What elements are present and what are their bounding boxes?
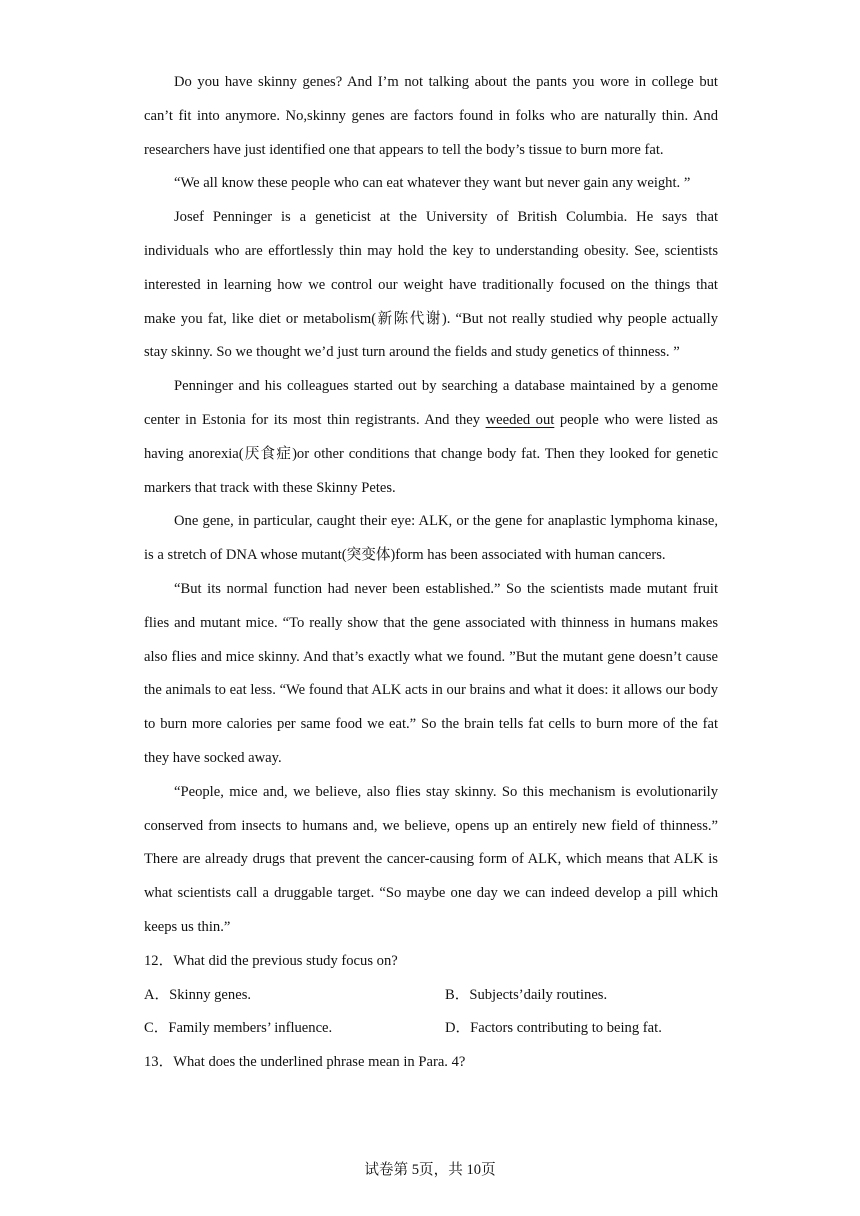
paragraph-7: “People, mice and, we believe, also flies stay skinny. So this mechanism is evolutionarily conserved from insects to humans and, we believe, opens up an entirely new field of thinness.” There are already drugs that prevent the cancer-causing form of ALK, which means that ALK is what scientists call a druggable target. “So maybe one day we can indeed develop a pill which keeps us thin.” bbox=[144, 783, 718, 935]
option-c: C．Family members’ influence. bbox=[144, 1020, 333, 1037]
option-d: D．Factors contributing to being fat. bbox=[445, 1020, 662, 1037]
paragraph-6: “But its normal function had never been established.” So the scientists made mutant fruit flies and mutant mice. “To really show that the gene associated with thinness in humans makes also flies and mice skinny. And that’s exactly what we found. ”But the mutant gene doesn’t cause the animals to eat less. “We found that ALK acts in our brains and what it does: it allows our body to burn more calories per same food we eat.” So the brain tells fat cells to burn more of the fat they have socked away. bbox=[144, 580, 718, 766]
underlined-phrase: weeded out bbox=[485, 411, 555, 428]
paragraph-2: “We all know these people who can eat whatever they want but never gain any weight. ” bbox=[174, 175, 691, 192]
question-12-options-row-1 bbox=[144, 979, 718, 1013]
option-a: A．Skinny genes. bbox=[144, 986, 252, 1003]
question-13-stem: 13．What does the underlined phrase mean in Para. 4? bbox=[144, 1054, 466, 1071]
question-12-options-row-2 bbox=[144, 1012, 718, 1046]
paragraph-1: Do you have skinny genes? And I’m not talking about the pants you wore in college but can’t fit into anymore. No,skinny genes are factors found in folks who are naturally thin. And researchers have just identified one that appears to tell the body’s tissue to burn more fat. bbox=[144, 74, 718, 158]
question-12-stem: 12．What did the previous study focus on? bbox=[144, 952, 398, 969]
option-b: B．Subjects’daily routines. bbox=[445, 986, 608, 1003]
page-footer: 试卷第 5页，共 10页 bbox=[364, 1162, 496, 1178]
paragraph-4 bbox=[144, 370, 718, 505]
reading-passage bbox=[144, 66, 718, 1080]
paragraph-5: One gene, in particular, caught their eye: ALK, or the gene for anaplastic lymphoma kinase, is a stretch of DNA whose mutant(突变体)form has been associated with human cancers. bbox=[144, 513, 718, 564]
paragraph-4-after: people who were listed as having anorexia(厌食症)or other conditions that change body fat. Then they looked for genetic markers that track with these Skinny Petes. bbox=[144, 411, 718, 496]
paragraph-4-before: Penninger and his colleagues started out by searching a database maintained by a genome center in Estonia for its most thin registrants. And they bbox=[144, 378, 718, 428]
paragraph-3: Josef Penninger is a geneticist at the University of British Columbia. He says that individuals who are effortlessly thin may hold the key to understanding obesity. See, scientists interested in learning how we control our weight have traditionally focused on the things that make you fat, like diet or metabolism(新陈代谢). “But not really studied why people actually stay skinny. So we thought we’d just turn around the fields and study genetics of thinness. ” bbox=[144, 209, 718, 361]
